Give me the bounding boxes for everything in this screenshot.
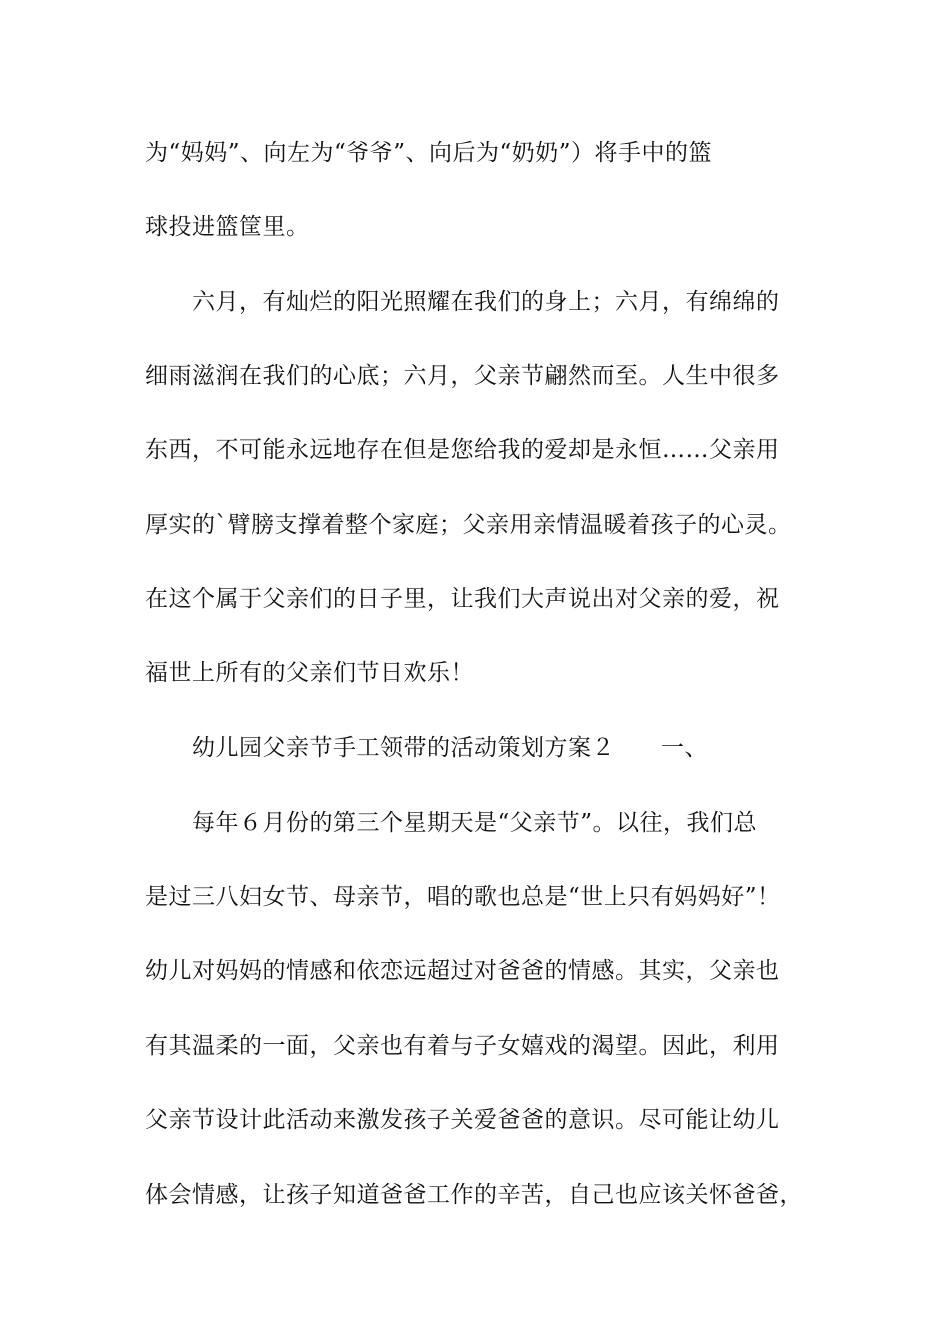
text-line: 厚实的`臂膀支撑着整个家庭；父亲用亲情温暖着孩子的心灵。 — [145, 512, 792, 538]
paragraph-start-line: 每年６月份的第三个星期天是“父亲节”。以往，我们总 — [192, 810, 758, 836]
text-line: 体会情感，让孩子知道爸爸工作的辛苦，自己也应该关怀爸爸， — [145, 1182, 803, 1208]
text-line: 父亲节设计此活动来激发孩子关爱爸爸的意识。尽可能让幼儿 — [145, 1107, 780, 1133]
text-line: 球投进篮筐里。 — [145, 214, 310, 240]
text-line: 福世上所有的父亲们节日欢乐！ — [145, 660, 474, 686]
text-line: 为“妈妈”、向左为“爷爷”、向后为“奶奶”）将手中的篮 — [145, 140, 713, 166]
text-line: 东西，不可能永远地存在但是您给我的爱却是永恒……父亲用 — [145, 437, 780, 463]
text-line: 有其温柔的一面，父亲也有着与子女嬉戏的渴望。因此，利用 — [145, 1033, 780, 1059]
text-line: 细雨滋润在我们的心底；六月，父亲节翩然而至。人生中很多 — [145, 363, 780, 389]
text-line: 是过三八妇女节、母亲节，唱的歌也总是“世上只有妈妈好”！ — [145, 884, 781, 910]
section-number: 一、 — [661, 735, 708, 761]
text-line: 幼儿对妈妈的情感和依恋远超过对爸爸的情感。其实，父亲也 — [145, 958, 780, 984]
paragraph-start-line: 六月，有灿烂的阳光照耀在我们的身上；六月，有绵绵的 — [192, 289, 780, 315]
section-heading — [192, 733, 708, 763]
text-line: 在这个属于父亲们的日子里，让我们大声说出对父亲的爱，祝 — [145, 586, 780, 612]
section-title: 幼儿园父亲节手工领带的活动策划方案２ — [192, 735, 615, 761]
